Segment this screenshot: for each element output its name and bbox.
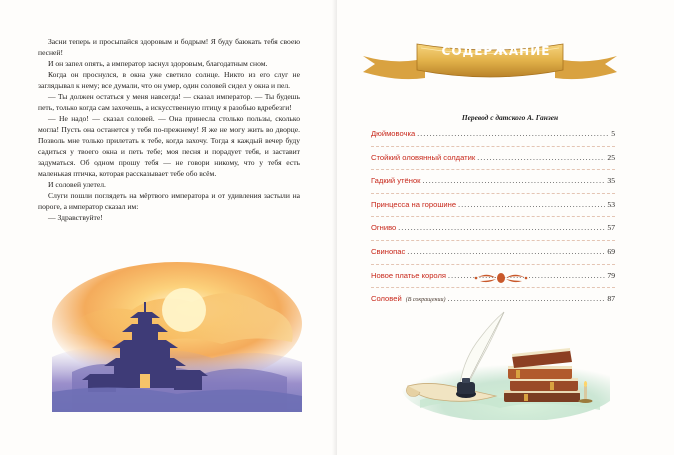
toc-leader-dots <box>423 170 606 193</box>
toc-entry-title: Соловей <box>371 294 402 304</box>
toc-entry-title: Огниво <box>371 223 397 233</box>
story-paragraph: — Не надо! — сказал соловей. — Она принесла столько пользы, сколько могла! Пусть она останется у тебя по-прежнему! Я же не могу жить во дворце. Позволь мне только прилетать к тебе, когда захочу. Тогда я каждый вечер буду садиться у твоего окна и петь тебе; моя песня и порадует тебя, и заставит задуматься. Об одном прошу тебя — не говори никому, что у тебя есть маленькая птичка, которая рассказывает тебе обо всём. <box>38 114 300 178</box>
toc-entry-page: 5 <box>611 129 615 138</box>
toc-entry-title: Стойкий оловянный солдатик <box>371 152 476 162</box>
story-paragraph: И он запел опять, а император заснул здоровым, благодатным сном. <box>48 59 268 68</box>
story-paragraph: Когда он проснулся, в окна уже светило солнце. Никто из его слуг не заглядывал к нему; все думали, что он умер, один соловей сидел у окна и пел. <box>38 70 300 90</box>
toc-entry-title: Дюймовочка <box>371 129 416 138</box>
toc-leader-dots <box>407 241 605 264</box>
toc-leader-dots <box>458 194 605 217</box>
ornament-divider-icon <box>474 271 528 285</box>
books-quill-illustration <box>400 300 610 420</box>
story-paragraph: Слуги пошли поглядеть на мёртвого императора и от удивления застыли на пороге, а император сказал им: <box>38 191 300 211</box>
toc-entry[interactable] <box>371 194 615 218</box>
toc-leader-dots <box>398 217 605 240</box>
toc-entry-title: Новое платье короля <box>371 270 447 280</box>
story-text <box>38 36 300 223</box>
toc-entry[interactable] <box>371 147 615 171</box>
toc-entry-page: 53 <box>607 199 615 209</box>
toc-leader-dots <box>477 147 605 170</box>
contents-title: СОДЕРЖАНИЕ <box>441 44 551 58</box>
toc-entry-title: Гадкий утёнок <box>371 176 421 186</box>
palace-sunset-illustration <box>52 262 302 412</box>
toc-entry-page: 87 <box>607 294 615 304</box>
toc-entry-note: (В сокращении) <box>405 297 446 304</box>
toc-entry-page: 79 <box>607 270 615 280</box>
toc-entry-title: Свинопас <box>371 246 406 256</box>
story-paragraph: И соловей улетел. <box>48 180 106 189</box>
translator-subtitle: Перевод с датского А. Ганзен <box>461 113 559 122</box>
toc-entry-page: 35 <box>607 176 615 186</box>
toc-entry[interactable] <box>371 123 615 147</box>
toc-entry-page: 25 <box>607 152 615 162</box>
toc-entry[interactable] <box>371 217 615 241</box>
toc-entry[interactable] <box>371 241 615 265</box>
toc-entry-page: 57 <box>607 223 615 233</box>
toc-entry-page: 69 <box>607 246 615 256</box>
story-paragraph: Засни теперь и просыпайся здоровым и бодрым! Я буду баюкать тебя своею песней! <box>38 37 300 57</box>
toc-leader-dots <box>417 123 609 146</box>
toc-entry-title: Принцесса на горошине <box>371 199 457 209</box>
story-paragraph: — Здравствуйте! <box>48 213 103 222</box>
toc-entry[interactable] <box>371 170 615 194</box>
story-paragraph: — Ты должен остаться у меня навсегда! — сказал император. — Ты будешь петь, только когда сам захочешь, а искусственную птицу я разобью вдребезги! <box>38 92 300 112</box>
